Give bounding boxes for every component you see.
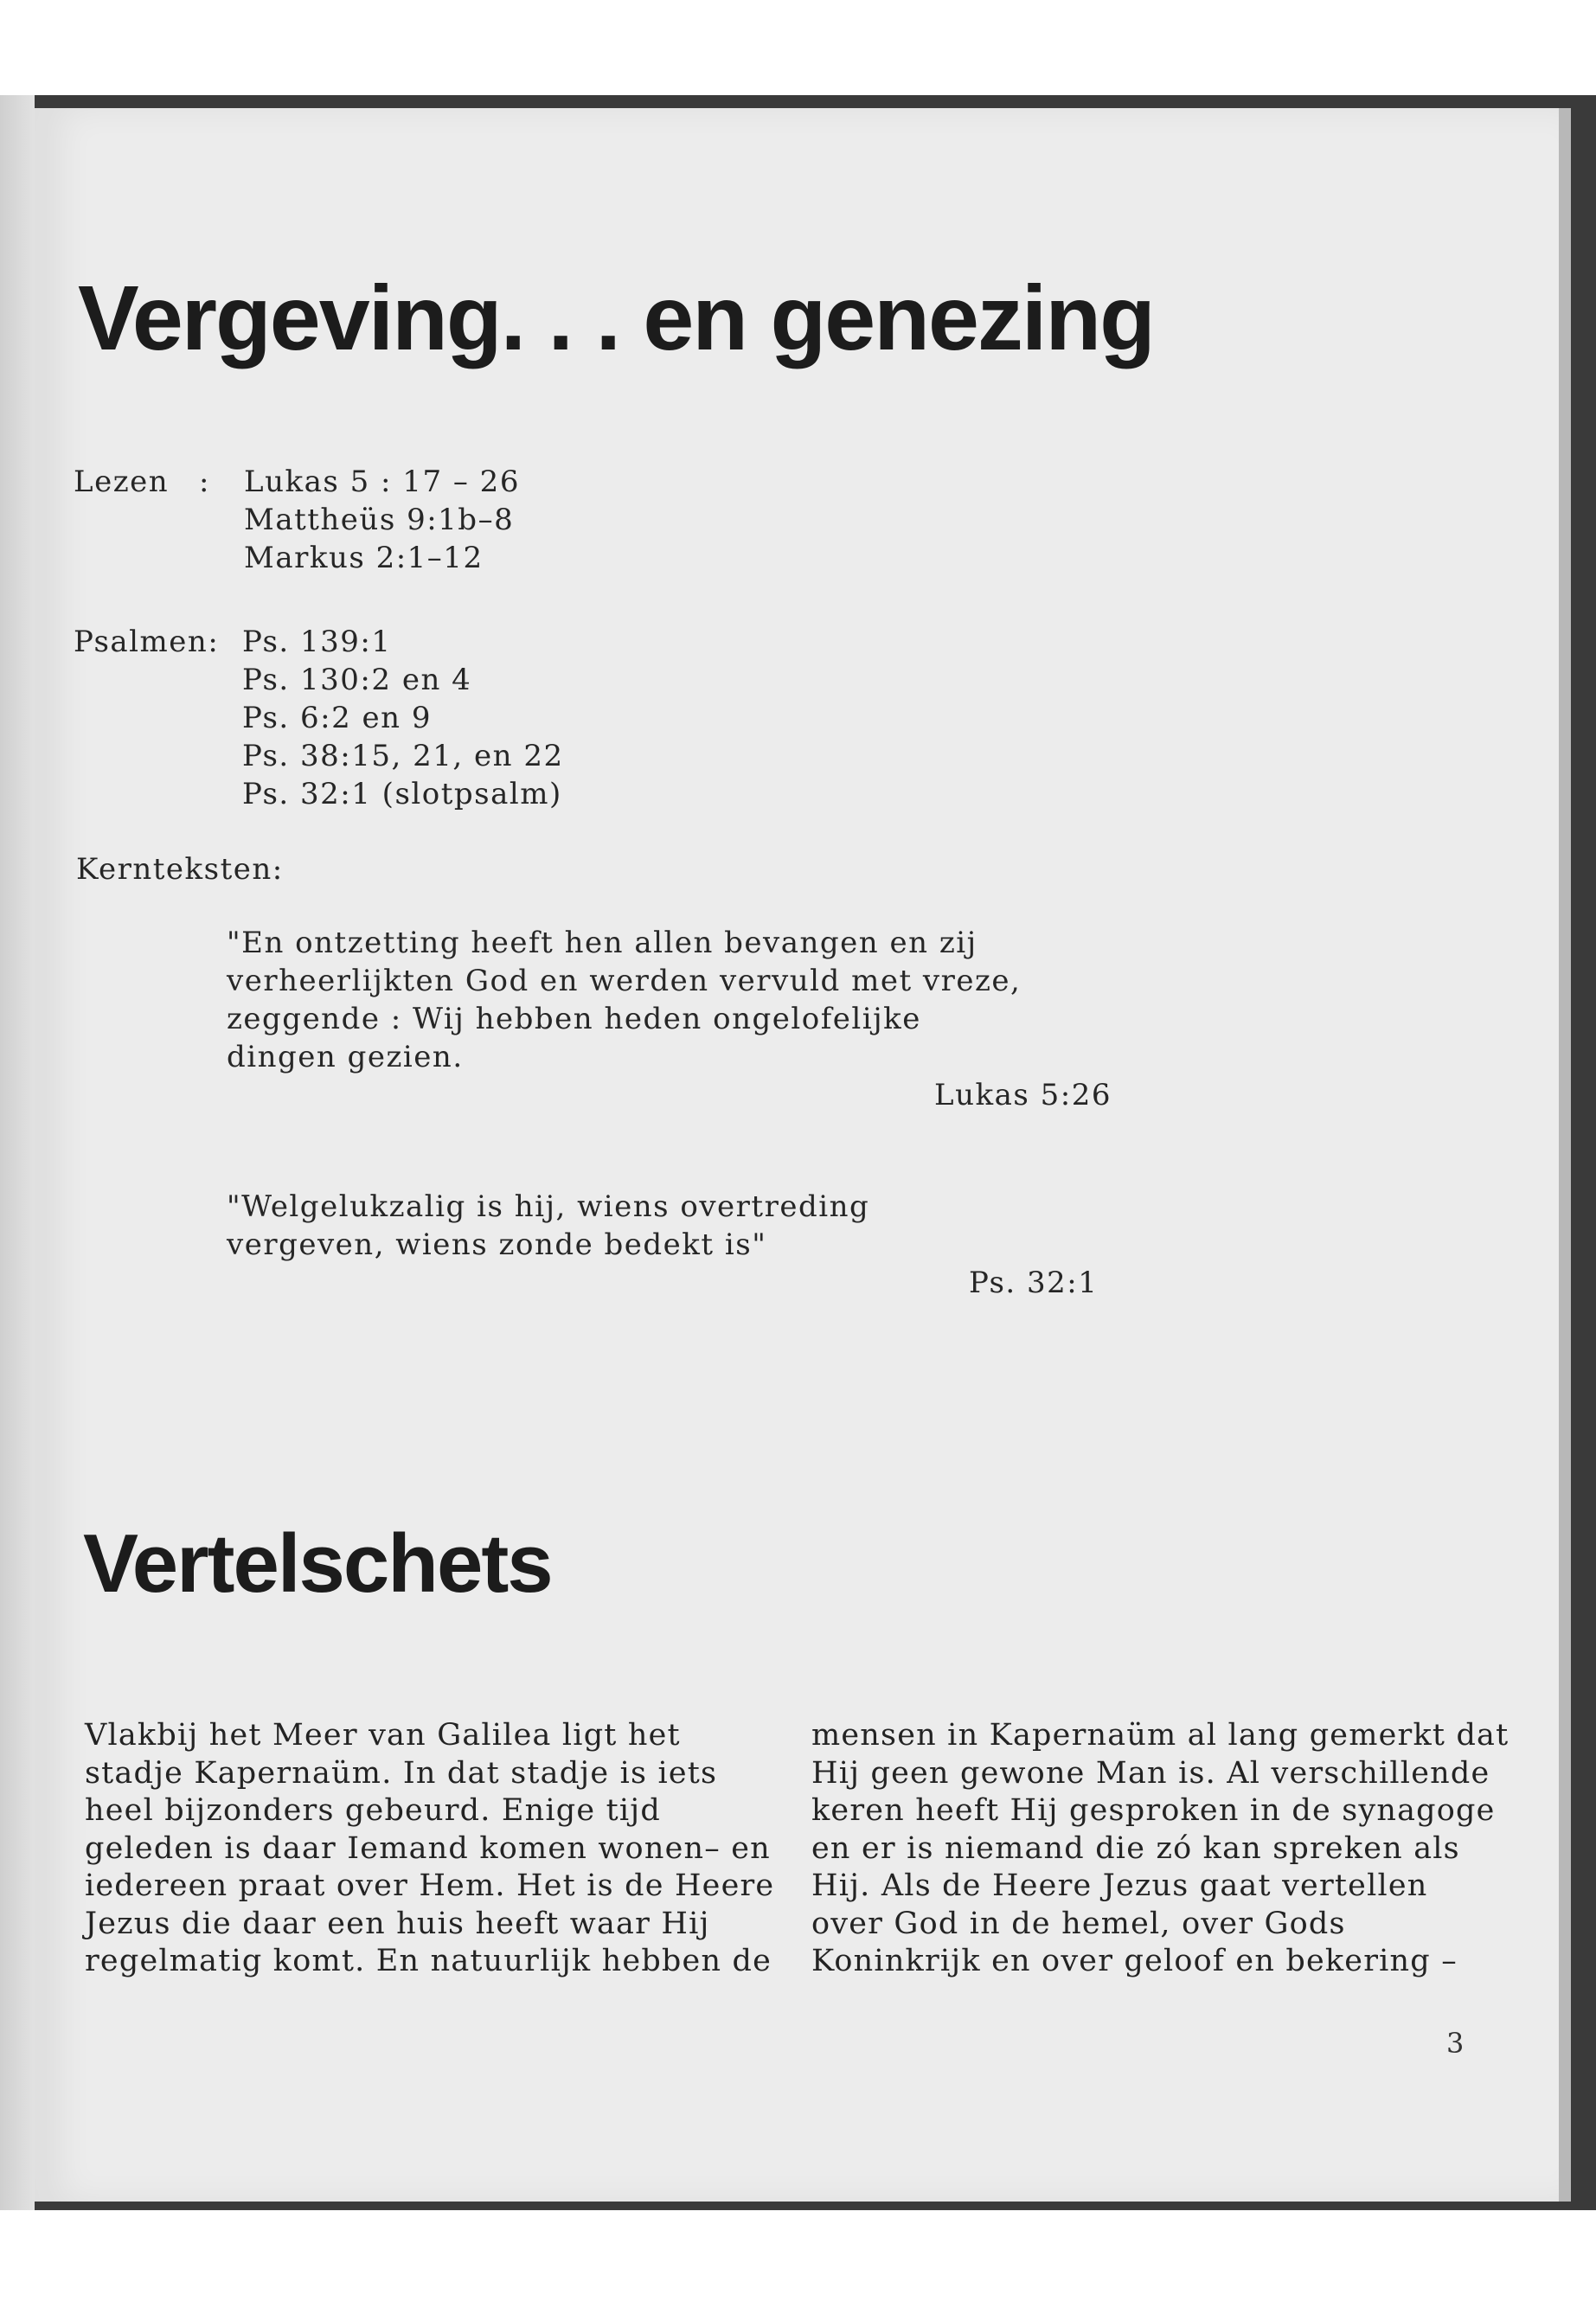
psalm-item: Ps. 130:2 en 4: [242, 663, 472, 697]
lezen-label: Lezen: [74, 465, 170, 499]
body-line: en er is niemand die zó kan spreken als: [811, 1830, 1460, 1866]
kernteksten-label: Kernteksten:: [76, 852, 284, 887]
quote-line: verheerlijkten God en werden vervuld met vreze,: [227, 964, 1022, 998]
lezen-ref: Mattheüs 9:1b–8: [244, 503, 515, 537]
body-line: over God in de hemel, over Gods: [811, 1906, 1346, 1941]
psalm-item: Ps. 139:1: [242, 625, 392, 659]
page-title: Vergeving. . . en genezing: [78, 267, 1154, 369]
page-number: 3: [1446, 2027, 1465, 2060]
body-line: stadje Kapernaüm. In dat stadje is iets: [85, 1755, 718, 1791]
lezen-ref: Lukas 5 : 17 – 26: [244, 465, 520, 499]
body-line: iedereen praat over Hem. Het is de Heere: [85, 1868, 775, 1903]
body-line: geleden is daar Iemand komen wonen– en: [85, 1830, 771, 1866]
psalm-item: Ps. 6:2 en 9: [242, 701, 433, 735]
lezen-separator: :: [199, 465, 210, 499]
body-line: mensen in Kapernaüm al lang gemerkt dat: [811, 1718, 1509, 1753]
body-line: keren heeft Hij gesproken in de synagoge: [811, 1793, 1496, 1828]
body-line: Koninkrijk en over geloof en bekering –: [811, 1944, 1458, 1978]
body-line: Jezus die daar een huis heeft waar Hij: [85, 1906, 710, 1941]
psalm-item: Ps. 38:15, 21, en 22: [242, 739, 564, 773]
book-spine: [0, 95, 35, 2210]
psalm-item: Ps. 32:1 (slotpsalm): [242, 777, 562, 811]
psalmen-label: Psalmen:: [74, 625, 220, 659]
book-page: [35, 108, 1571, 2202]
body-column-left: [85, 1717, 794, 1981]
body-column-right: [811, 1717, 1529, 1981]
quote-line: "Welgelukzalig is hij, wiens overtreding: [227, 1189, 870, 1224]
quote-reference: Lukas 5:26: [934, 1078, 1112, 1112]
quote-line: zeggende : Wij hebben heden ongelofelijke: [227, 1002, 921, 1036]
section-title: Vertelschets: [83, 1517, 552, 1610]
body-line: regelmatig komt. En natuurlijk hebben de: [85, 1944, 772, 1978]
quote-line: vergeven, wiens zonde bedekt is": [227, 1227, 767, 1262]
quote-reference: Ps. 32:1: [969, 1266, 1099, 1300]
body-line: Vlakbij het Meer van Galilea ligt het: [85, 1718, 681, 1753]
body-line: Hij geen gewone Man is. Al verschillende: [811, 1755, 1490, 1791]
quote-line: "En ontzetting heeft hen allen bevangen en zij: [227, 926, 977, 960]
body-line: heel bijzonders gebeurd. Enige tijd: [85, 1793, 661, 1828]
lezen-ref: Markus 2:1–12: [244, 541, 484, 575]
body-line: Hij. Als de Heere Jezus gaat vertellen: [811, 1868, 1428, 1903]
quote-line: dingen gezien.: [227, 1040, 464, 1074]
